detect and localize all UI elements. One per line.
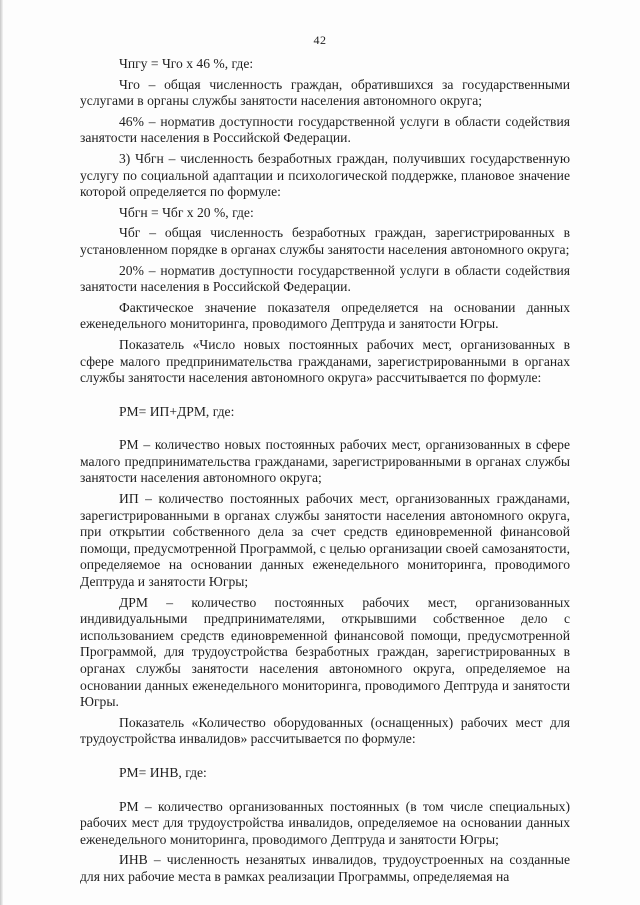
paragraph: Чго – общая численность граждан, обратившихся за государственными услугами в органы службы занятости населения автономного округа;	[80, 76, 570, 109]
paragraph: Фактическое значение показателя определяется на основании данных еженедельного мониторинга, проводимого Дептруда и занятости Югры.	[80, 299, 570, 332]
document-body	[80, 56, 570, 886]
paragraph: 3) Чбгн – численность безработных граждан, получивших государственную услугу по социальной адаптации и психологической поддержке, плановое значение которой определяется по формуле:	[80, 150, 570, 200]
paragraph: РМ – количество организованных постоянных (в том числе специальных) рабочих мест для трудоустройства инвалидов, определяемое на основании данных еженедельного мониторинга, проводимого Дептруда и занятости Югры;	[80, 798, 570, 847]
paragraph: Показатель «Количество оборудованных (оснащенных) рабочих мест для трудоустройства инвалидов» рассчитывается по формуле:	[80, 714, 570, 747]
paragraph: Чбг – общая численность безработных граждан, зарегистрированных в установленном порядке в органах службы занятости населения автономного округа;	[80, 225, 570, 257]
paragraph: ДРМ – количество постоянных рабочих мест, организованных индивидуальными предпринимателями, открывшими собственное дело с использованием средств единовременной финансовой помощи, предусмотренной Программой, для трудоустройства безработных граждан, зарегистрированных в органах службы занятости населения автономного округа, определяемое на основании данных еженедельного мониторинга, проводимого Дептруда и занятости Югры.	[80, 594, 570, 710]
paragraph: Показатель «Число новых постоянных рабочих мест, организованных в сфере малого предпринимательства гражданами, зарегистрированными в органах службы занятости населения автономного округа» рассчитывается по формуле:	[80, 336, 570, 386]
formula-line: Чбгн = Чбг x 20 %, где:	[119, 204, 254, 220]
paragraph: РМ – количество новых постоянных рабочих мест, организованных в сфере малого предпринимательства гражданами, зарегистрированными в органах службы занятости населения автономного округа;	[80, 437, 570, 486]
scan-edge-shadow	[0, 0, 3, 905]
paragraph: ИНВ – численность незанятых инвалидов, трудоустроенных на созданные для них рабочие места в рамках реализации Программы, определяемая на	[80, 852, 570, 884]
formula-line: РМ= ИП+ДРМ, где:	[119, 403, 235, 419]
paragraph: ИП – количество постоянных рабочих мест, организованных гражданами, зарегистрированными в органах службы занятости населения автономного округа, при открытии собственного дела за счет средств единовременной финансовой помощи, предусмотренной Программой, с целью организации своей самозанятости, определяемое на основании данных еженедельного мониторинга, проводимого Дептруда и занятости Югры;	[80, 491, 570, 590]
paragraph: 20% – норматив доступности государственной услуги в области содействия занятости населения в Российской Федерации.	[80, 262, 570, 295]
formula-line: РМ= ИНВ, где:	[119, 764, 207, 780]
paragraph: 46% – норматив доступности государственной услуги в области содействия занятости населения в Российской Федерации.	[80, 113, 570, 146]
formula-line: Чпгу = Чго x 46 %, где:	[119, 56, 254, 71]
page-number: 42	[313, 33, 327, 47]
